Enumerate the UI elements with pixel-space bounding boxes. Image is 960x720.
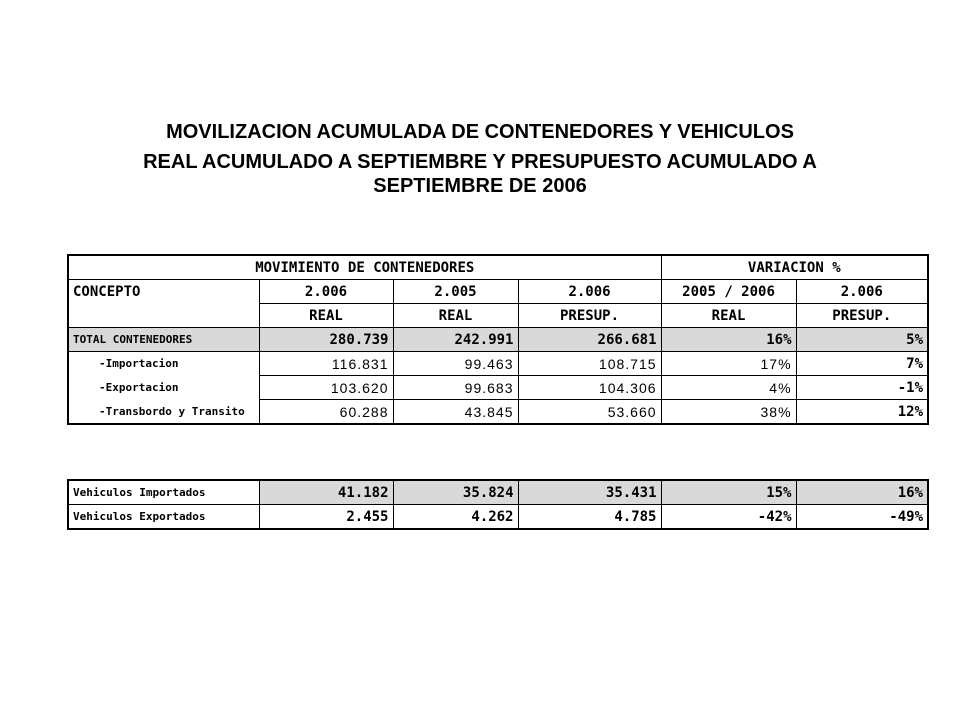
row-value: 60.288 — [259, 400, 393, 425]
row-value: 17% — [661, 352, 796, 376]
row-value: 38% — [661, 400, 796, 425]
vehicle-value: -49% — [796, 505, 928, 530]
row-value: 7% — [796, 352, 928, 376]
col-header-type: REAL — [259, 304, 393, 328]
total-value: 242.991 — [393, 328, 518, 352]
total-value: 266.681 — [518, 328, 661, 352]
col-header-year: 2.006 — [796, 280, 928, 304]
col-header-year: 2.006 — [518, 280, 661, 304]
total-label: TOTAL CONTENEDORES — [68, 328, 259, 352]
vehicle-value: 15% — [661, 480, 796, 505]
row-value: 53.660 — [518, 400, 661, 425]
vehicle-value: 35.431 — [518, 480, 661, 505]
title-line-1: MOVILIZACION ACUMULADA DE CONTENEDORES Y VEHICULOS — [166, 121, 794, 143]
col-header-year: 2.005 — [393, 280, 518, 304]
row-value: 108.715 — [518, 352, 661, 376]
row-value: 4% — [661, 376, 796, 400]
col-header-type: PRESUP. — [518, 304, 661, 328]
vehicle-value: 16% — [796, 480, 928, 505]
col-header-type: REAL — [661, 304, 796, 328]
containers-table — [67, 254, 929, 425]
col-header-year: 2.006 — [259, 280, 393, 304]
row-label-exportacion: -Exportacion — [68, 376, 259, 400]
title-line-2: REAL ACUMULADO A SEPTIEMBRE Y PRESUPUESTO ACUMULADO A SEPTIEMBRE DE 2006 — [143, 151, 817, 197]
vehicle-value: 35.824 — [393, 480, 518, 505]
row-value: 12% — [796, 400, 928, 425]
row-label-transbordo: -Transbordo y Transito — [68, 400, 259, 425]
col-header-year: 2005 / 2006 — [661, 280, 796, 304]
vehicle-value: -42% — [661, 505, 796, 530]
vehicle-value: 41.182 — [259, 480, 393, 505]
report-title — [0, 120, 960, 198]
row-value: 99.683 — [393, 376, 518, 400]
col-header-type: REAL — [393, 304, 518, 328]
vehicle-row-label: Vehiculos Exportados — [68, 505, 259, 530]
col-header-concepto: CONCEPTO — [68, 280, 259, 304]
row-value: -1% — [796, 376, 928, 400]
col-header-blank — [68, 304, 259, 328]
row-value: 43.845 — [393, 400, 518, 425]
total-value: 280.739 — [259, 328, 393, 352]
vehicle-value: 4.262 — [393, 505, 518, 530]
col-header-type: PRESUP. — [796, 304, 928, 328]
vehicle-row-label: Vehiculos Importados — [68, 480, 259, 505]
vehicle-value: 4.785 — [518, 505, 661, 530]
group-header-movement: MOVIMIENTO DE CONTENEDORES — [68, 255, 661, 280]
row-value: 99.463 — [393, 352, 518, 376]
total-value: 5% — [796, 328, 928, 352]
vehicles-table — [67, 479, 929, 530]
total-value: 16% — [661, 328, 796, 352]
row-value: 104.306 — [518, 376, 661, 400]
row-label-importacion: -Importacion — [68, 352, 259, 376]
row-value: 116.831 — [259, 352, 393, 376]
row-value: 103.620 — [259, 376, 393, 400]
vehicle-value: 2.455 — [259, 505, 393, 530]
group-header-variation: VARIACION % — [661, 255, 928, 280]
